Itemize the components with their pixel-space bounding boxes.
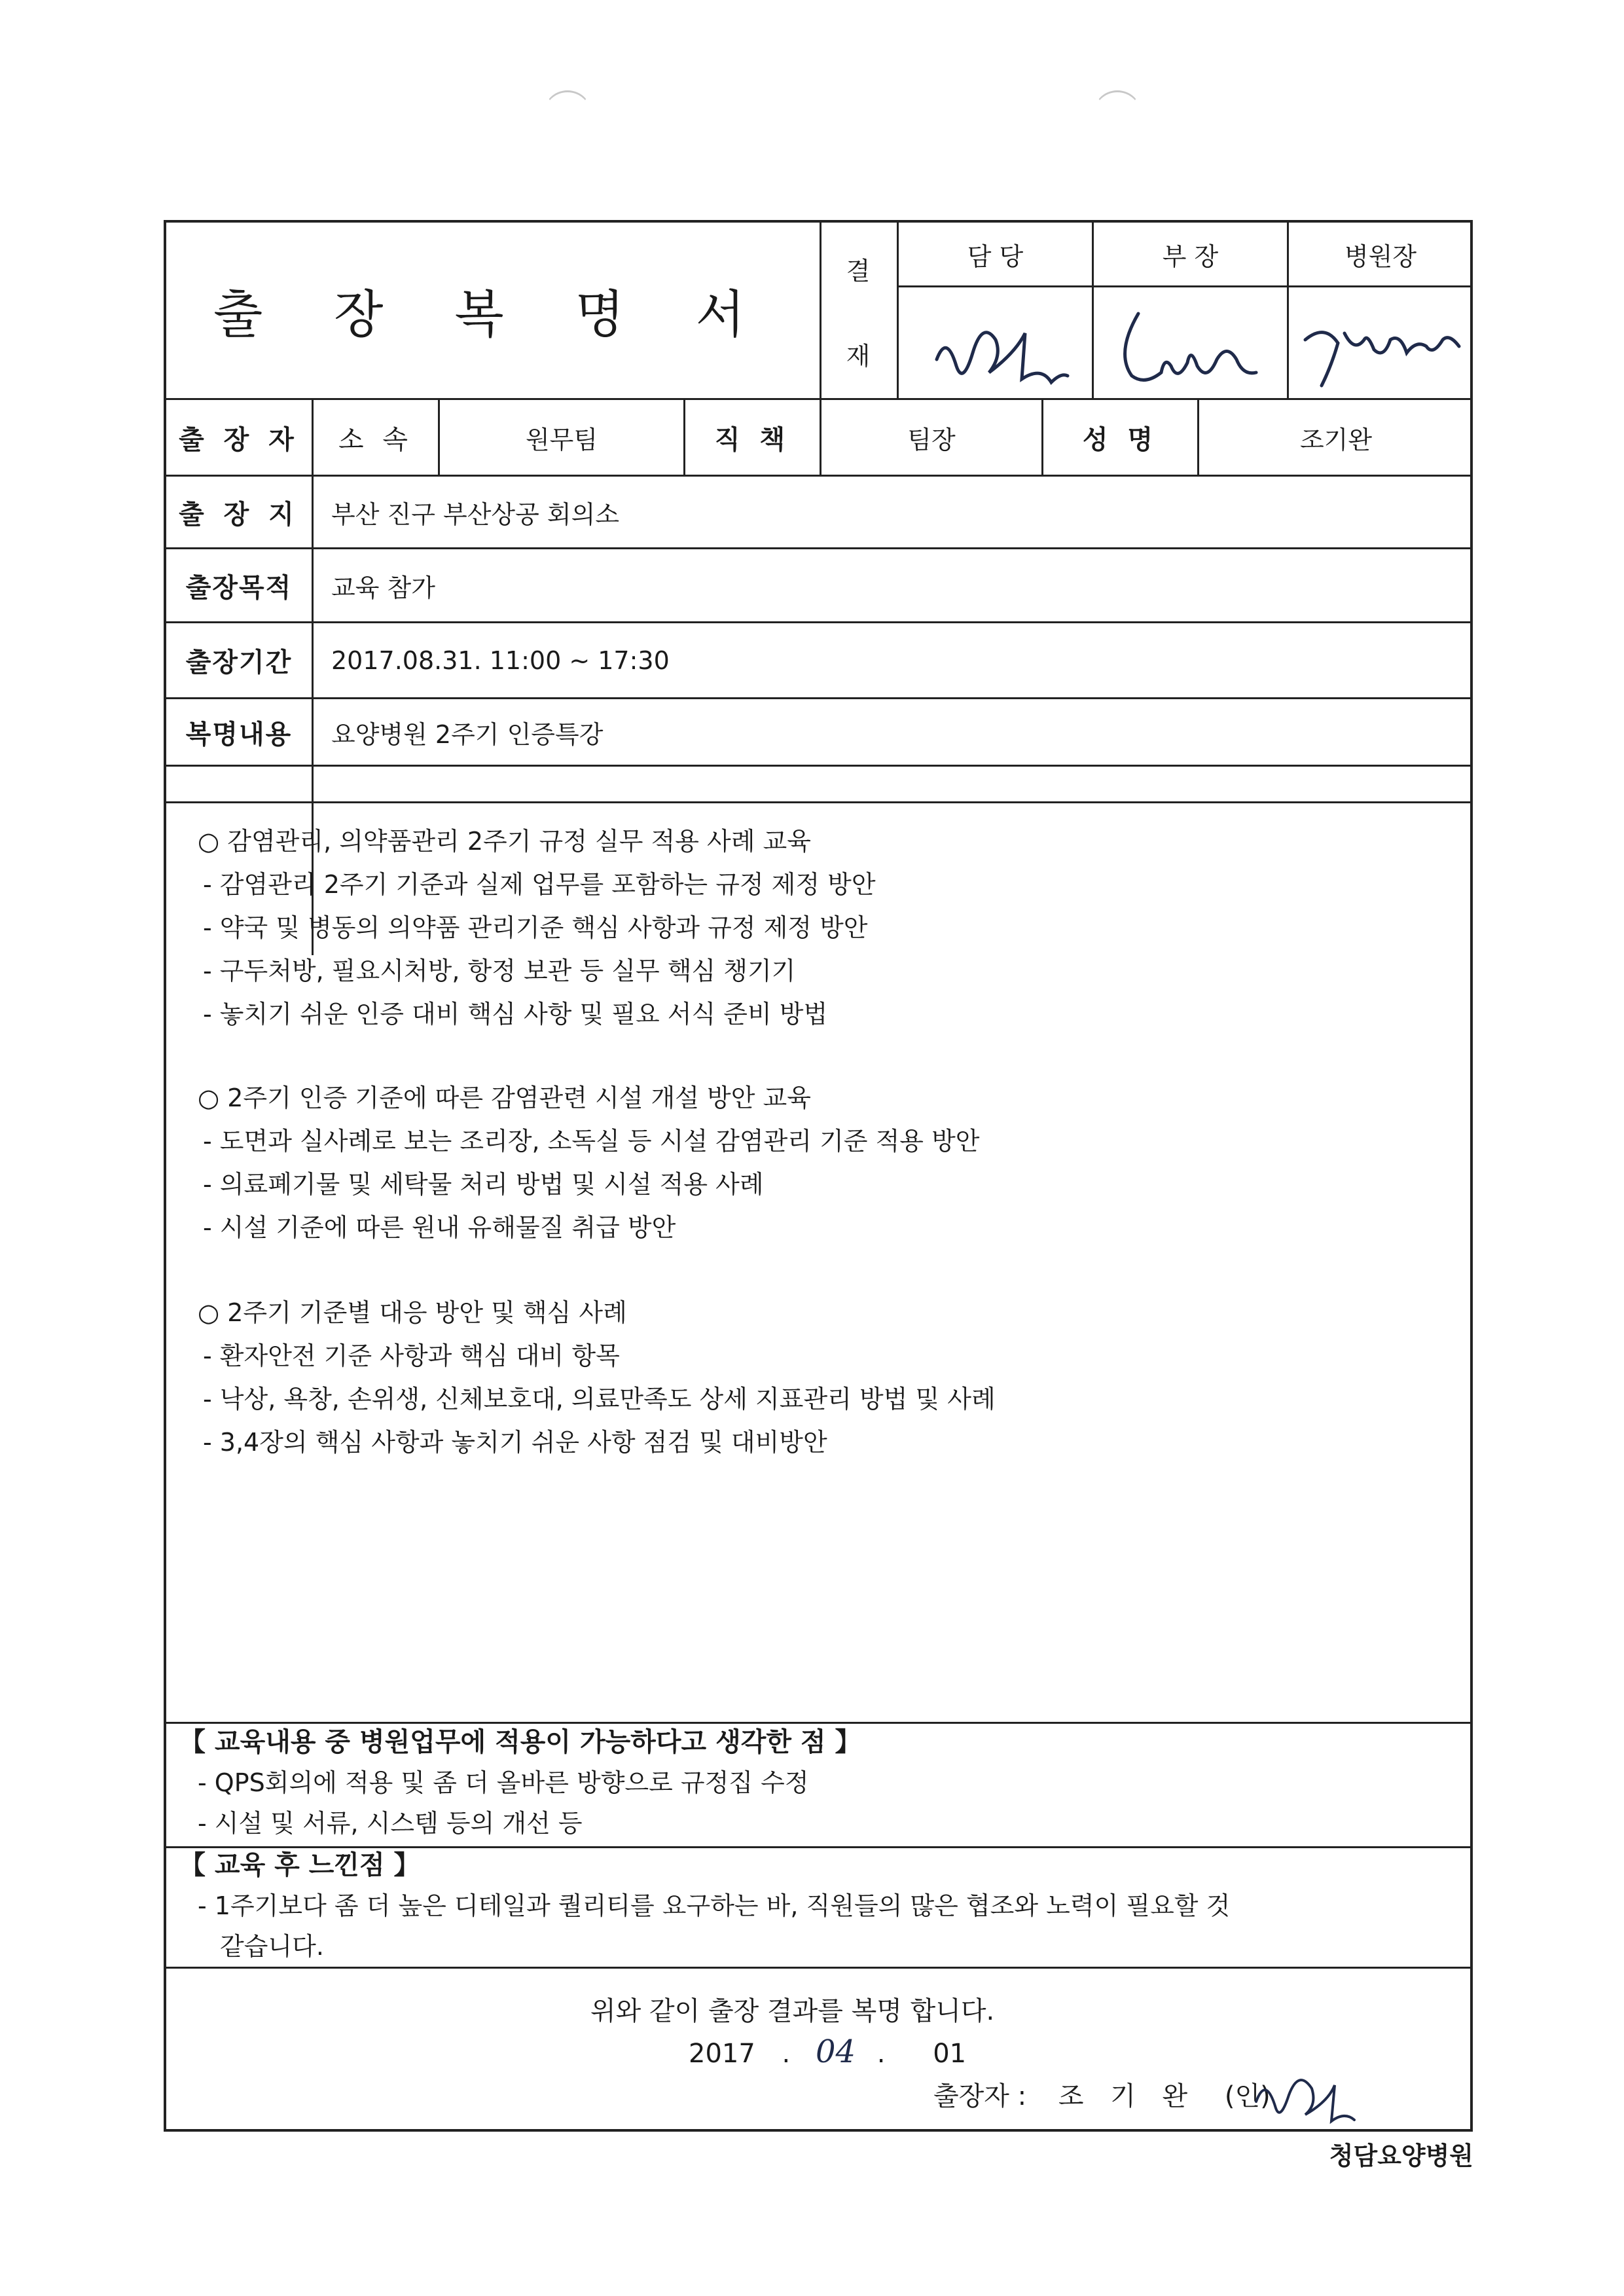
punch-hole-right bbox=[1093, 90, 1142, 138]
section-3 bbox=[198, 1291, 996, 1464]
closing-year: 2017 bbox=[689, 2039, 755, 2069]
closing-month: 04 bbox=[815, 2033, 856, 2070]
applicable-item: - 시설 및 서류, 시스템 등의 개선 등 bbox=[198, 1809, 583, 1838]
traveler-label: 출 장 자 bbox=[179, 424, 299, 455]
approval-col-director: 부 장 bbox=[1162, 242, 1219, 271]
signature-staff bbox=[899, 287, 1092, 398]
applicable-item: - QPS회의에 적용 및 좀 더 올바른 방향으로 규정집 수정 bbox=[198, 1768, 809, 1797]
purpose-value: 교육 참가 bbox=[331, 573, 435, 602]
period-label: 출장기간 bbox=[185, 647, 293, 678]
closing-day: 01 bbox=[933, 2039, 967, 2069]
impressions-line-2: 같습니다. bbox=[220, 1932, 324, 1961]
signer-name: 조 기 완 bbox=[1058, 2081, 1197, 2111]
position-value: 팀장 bbox=[907, 425, 956, 454]
impressions-line-1: - 1주기보다 좀 더 높은 디테일과 퀄리티를 요구하는 바, 직원들의 많은 협조와 노력이 필요할 것 bbox=[198, 1891, 1231, 1920]
section-2-item: - 도면과 실사례로 보는 조리장, 소독실 등 시설 감염관리 기준 적용 방안 bbox=[203, 1127, 980, 1156]
section-1-item: - 감염관리 2주기 기준과 실제 업무를 포함하는 규정 제정 방안 bbox=[203, 870, 876, 899]
purpose-label: 출장목적 bbox=[185, 572, 293, 603]
destination-label: 출 장 지 bbox=[179, 499, 299, 530]
period-value: 2017.08.31. 11:00 ~ 17:30 bbox=[331, 646, 670, 675]
applicable-heading: 【 교육내용 중 병원업무에 적용이 가능하다고 생각한 점 】 bbox=[179, 1727, 861, 1757]
punch-hole-left bbox=[543, 90, 592, 138]
dept-value: 원무팀 bbox=[525, 425, 598, 454]
closing-signer bbox=[933, 2075, 1271, 2113]
section-3-item: - 3,4장의 핵심 사항과 놓치기 쉬운 사항 점검 및 대비방안 bbox=[203, 1428, 827, 1457]
signature-director bbox=[1094, 287, 1287, 398]
signer-label: 출장자 : bbox=[933, 2081, 1027, 2111]
organization-name: 청담요양병원 bbox=[1329, 2141, 1473, 2170]
section-3-heading: ○ 2주기 기준별 대응 방안 및 핵심 사례 bbox=[198, 1298, 627, 1327]
section-1-item: - 약국 및 병동의 의약품 관리기준 핵심 사항과 규정 제정 방안 bbox=[203, 913, 868, 942]
section-1-item: - 구두처방, 필요시처방, 항정 보관 등 실무 핵심 챙기기 bbox=[203, 957, 796, 985]
section-3-item: - 낙상, 욕창, 손위생, 신체보호대, 의료만족도 상세 지표관리 방법 및 사례 bbox=[203, 1385, 996, 1413]
section-2-heading: ○ 2주기 인증 기준에 따른 감염관련 시설 개설 방안 교육 bbox=[198, 1084, 811, 1112]
section-2-item: - 시설 기준에 따른 원내 유해물질 취급 방안 bbox=[203, 1213, 676, 1242]
section-1-heading: ○ 감염관리, 의약품관리 2주기 규정 실무 적용 사례 교육 bbox=[198, 827, 811, 856]
report-topic-value: 요양병원 2주기 인증특강 bbox=[331, 720, 604, 749]
impressions-heading: 【 교육 후 느낀점 】 bbox=[179, 1850, 420, 1880]
impressions-section bbox=[179, 1845, 1230, 1967]
document-title: 출 장 복 명 서 bbox=[213, 285, 772, 344]
signer-signature bbox=[1240, 2056, 1364, 2130]
destination-value: 부산 진구 부산상공 회의소 bbox=[331, 500, 620, 529]
position-label: 직 책 bbox=[714, 424, 791, 455]
signature-hospital-head bbox=[1289, 287, 1472, 398]
report-topic-label: 복명내용 bbox=[185, 719, 293, 750]
name-value: 조기완 bbox=[1299, 425, 1373, 454]
section-3-item: - 환자안전 기준 사항과 핵심 대비 항목 bbox=[203, 1341, 620, 1370]
approval-label-top: 결 bbox=[846, 256, 871, 285]
approval-col-hospital-head: 병원장 bbox=[1344, 242, 1417, 271]
section-2 bbox=[198, 1076, 980, 1249]
name-label: 성 명 bbox=[1082, 424, 1159, 455]
business-trip-report-form bbox=[164, 220, 1473, 2132]
closing-statement: 위와 같이 출장 결과를 복명 합니다. bbox=[590, 1996, 995, 2026]
approval-label-bottom: 재 bbox=[846, 341, 871, 371]
approval-col-staff: 담 당 bbox=[967, 242, 1024, 271]
section-2-item: - 의료폐기물 및 세탁물 처리 방법 및 시설 적용 사례 bbox=[203, 1170, 764, 1199]
closing-date: 2017 . 04 . 01 bbox=[689, 2033, 967, 2070]
applicable-section bbox=[179, 1722, 861, 1844]
dept-label: 소 속 bbox=[338, 424, 413, 455]
signer-seal: (인) bbox=[1224, 2081, 1271, 2111]
section-1 bbox=[198, 820, 876, 1036]
section-1-item: - 놓치기 쉬운 인증 대비 핵심 사항 및 필요 서식 준비 방법 bbox=[203, 1000, 828, 1029]
